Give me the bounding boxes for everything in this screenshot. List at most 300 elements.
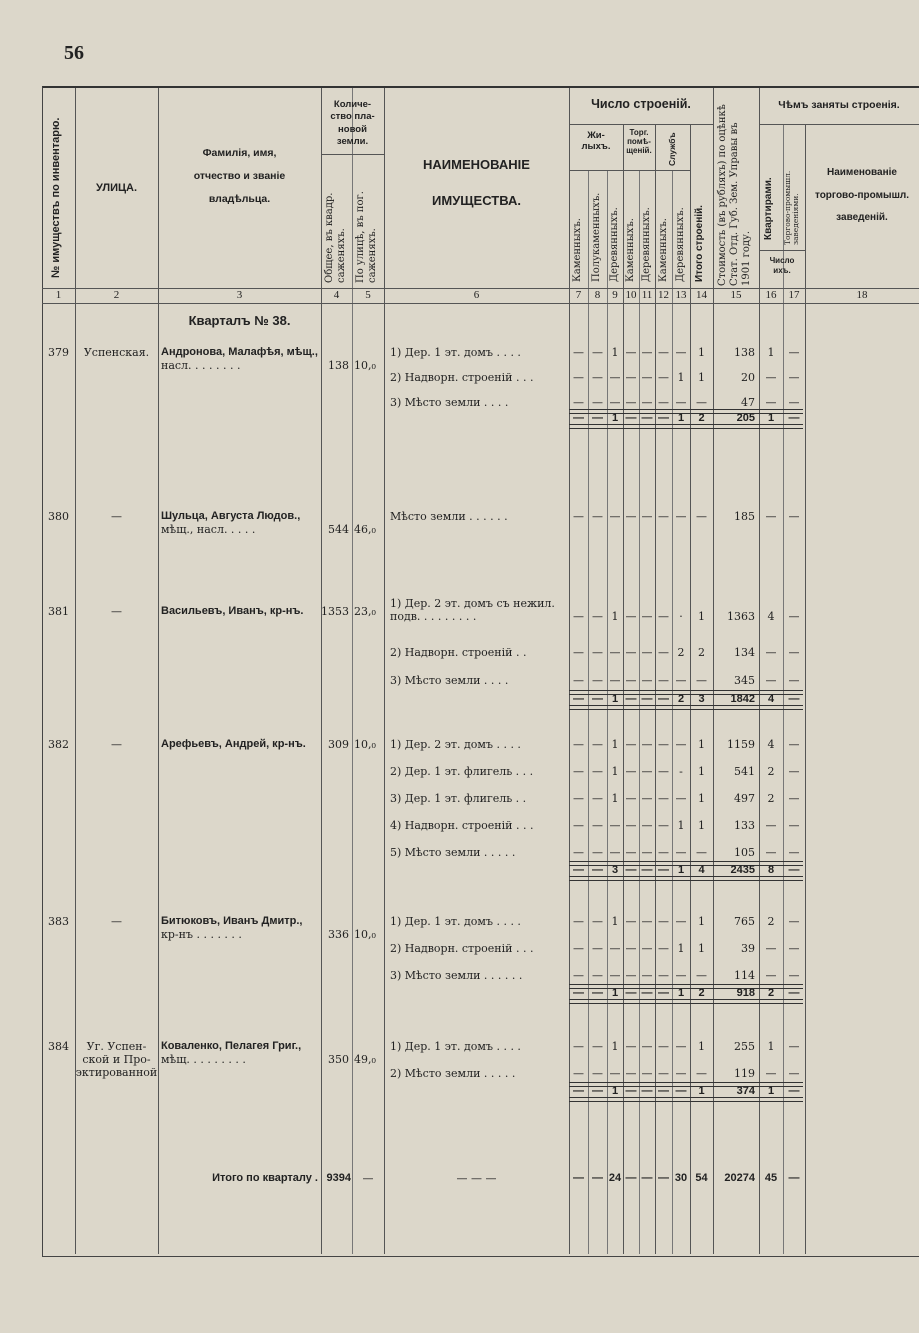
trade-cell: — <box>788 765 800 778</box>
count-cell: — <box>658 1067 669 1080</box>
count-cell: — <box>609 969 621 982</box>
count-cell: — <box>658 346 669 359</box>
count-cell: — <box>625 371 637 384</box>
frontage-cell: 10,₀ <box>354 928 376 941</box>
property-item: 2) Дер. 1 эт. флигель . . . <box>390 765 534 778</box>
street-name: эктированной <box>75 1066 158 1079</box>
count-cell: 1 <box>698 942 705 955</box>
count-cell: — <box>675 969 687 982</box>
apartments-cell: 2 <box>767 765 775 778</box>
count-cell-total: — <box>675 1085 687 1097</box>
count-cell: 2 <box>698 646 705 659</box>
column-number: 15 <box>730 289 742 301</box>
count-cell: — <box>696 674 707 687</box>
inventory-no: 379 <box>48 346 69 359</box>
street-name: — <box>111 510 122 523</box>
count-cell-total: — <box>573 1085 584 1097</box>
apartments-cell: 1 <box>767 346 775 359</box>
apartments-cell: — <box>765 510 777 523</box>
count-cell: — <box>658 396 669 409</box>
property-item: подв. . . . . . . . . <box>390 610 477 623</box>
header-area: Общее, въ квадр. саженяхъ. <box>324 192 347 283</box>
count-cell: — <box>609 1067 621 1080</box>
count-cell: — <box>696 1067 707 1080</box>
inventory-no: 381 <box>48 605 69 618</box>
header-owner: Фамилія, имя, отчество и званіе владѣльца. <box>193 147 286 206</box>
count-cell-total: — <box>573 412 584 424</box>
count-cell: — <box>625 915 637 928</box>
count-cell: — <box>641 646 653 659</box>
trade-cell: — <box>788 610 800 623</box>
property-item: 3) Дер. 1 эт. флигель . . <box>390 792 527 805</box>
count-cell: — <box>609 646 621 659</box>
trade-cell: — <box>788 846 800 859</box>
street-name: Успенская. <box>83 346 150 359</box>
cost-cell-total: 205 <box>736 412 755 424</box>
cost-cell: 134 <box>734 646 755 659</box>
count-cell: — <box>696 396 707 409</box>
count-cell: 1 <box>677 371 685 384</box>
count-cell: — <box>573 792 584 805</box>
count-cell: — <box>592 846 603 859</box>
property-item: 4) Надворн. строеній . . . <box>390 819 534 832</box>
header-service: Службъ <box>667 132 677 166</box>
count-cell: 1 <box>698 371 705 384</box>
cost-cell: 114 <box>734 969 755 982</box>
count-cell: - <box>679 765 683 778</box>
count-cell: — <box>573 765 584 778</box>
frontage-cell: 23,₀ <box>354 605 376 618</box>
trade-cell: — <box>788 371 800 384</box>
count-cell: — <box>592 1040 603 1053</box>
count-cell: 1 <box>611 738 619 751</box>
column-number: 8 <box>594 289 601 301</box>
trade-cell: — <box>788 915 800 928</box>
count-cell: — <box>625 646 637 659</box>
count-cell: — <box>592 765 603 778</box>
header-col14: Итого строеній. <box>694 205 705 282</box>
count-cell: — <box>573 738 584 751</box>
property-item: 2) Надворн. строеній . . . <box>390 371 534 384</box>
area-cell: 336 <box>328 928 349 941</box>
count-cell: — <box>625 674 637 687</box>
count-cell: — <box>675 346 687 359</box>
count-cell: — <box>573 610 584 623</box>
count-cell: — <box>625 846 637 859</box>
count-cell: 1 <box>611 610 619 623</box>
cost-cell: 1159 <box>727 738 755 751</box>
count-cell: — <box>592 792 603 805</box>
trade-cell: — <box>788 396 800 409</box>
count-cell: — <box>625 1040 637 1053</box>
count-cell: — <box>592 942 603 955</box>
count-cell: — <box>625 1067 637 1080</box>
area-cell: 350 <box>328 1053 349 1066</box>
count-cell: — <box>592 1067 603 1080</box>
column-number: 17 <box>788 289 800 301</box>
apartments-cell-total: 4 <box>767 693 775 705</box>
trade-cell: — <box>788 1040 800 1053</box>
count-cell-total: — <box>658 864 669 876</box>
header-rule <box>569 124 713 125</box>
count-cell: — <box>592 738 603 751</box>
count-cell: — <box>592 969 603 982</box>
count-cell-total: 1 <box>611 987 619 999</box>
owner-name: Арефьевъ, Андрей, кр-нъ. <box>161 738 306 750</box>
col-divider <box>321 88 322 1254</box>
grand-total-name: — — — <box>456 1172 497 1185</box>
count-cell: — <box>625 765 637 778</box>
column-number: 18 <box>856 289 868 301</box>
header-col17: Торгово-промышл. заведеніями. <box>783 170 801 245</box>
grand-total-front: — <box>362 1172 374 1185</box>
header-land-group: Количе- ство пла- новой земли. <box>330 99 375 148</box>
quarter-title: Кварталъ № 38. <box>188 313 291 328</box>
count-cell-total: — <box>625 987 637 999</box>
count-cell: 2 <box>677 646 685 659</box>
cost-cell: 345 <box>734 674 755 687</box>
count-cell: — <box>625 819 637 832</box>
header-inventory-no: № имуществъ по инвентарю. <box>50 117 62 278</box>
header-rule <box>321 154 384 155</box>
count-cell-grand: — <box>625 1172 637 1184</box>
street-name: — <box>111 738 122 751</box>
count-cell: — <box>592 510 603 523</box>
column-number: 1 <box>55 289 62 301</box>
count-cell: — <box>658 846 669 859</box>
count-cell: — <box>641 610 653 623</box>
count-cell: — <box>675 510 687 523</box>
column-number: 14 <box>696 289 707 301</box>
cost-cell: 138 <box>734 346 755 359</box>
area-cell: 309 <box>328 738 349 751</box>
count-cell-total: — <box>625 693 637 705</box>
count-cell: 1 <box>698 792 705 805</box>
count-cell: — <box>573 942 584 955</box>
count-cell: 1 <box>698 738 705 751</box>
area-cell: 138 <box>328 359 349 372</box>
apartments-cell: — <box>765 371 777 384</box>
column-number: 10 <box>625 289 637 301</box>
count-cell-total: — <box>573 693 584 705</box>
count-cell-grand: 54 <box>695 1172 708 1184</box>
column-number: 3 <box>236 289 243 301</box>
count-cell: 1 <box>698 346 705 359</box>
cost-cell: 185 <box>734 510 755 523</box>
cost-cell: 541 <box>734 765 755 778</box>
total-rule <box>569 705 803 710</box>
total-rule <box>569 1097 803 1102</box>
total-rule <box>569 876 803 881</box>
property-item: 1) Дер. 1 эт. домъ . . . . <box>390 915 521 928</box>
count-cell-grand: 24 <box>608 1172 622 1184</box>
street-name: ской и Про- <box>82 1053 151 1066</box>
count-cell: — <box>658 738 669 751</box>
owner-name: кр-нъ . . . . . . . <box>161 928 242 941</box>
trade-cell: — <box>788 819 800 832</box>
count-cell-total: 1 <box>611 693 619 705</box>
col-divider <box>158 88 159 1254</box>
count-cell: — <box>658 371 669 384</box>
apartments-cell: 4 <box>767 738 775 751</box>
count-cell-total: 1 <box>677 864 685 876</box>
property-item: 1) Дер. 1 эт. домъ . . . . <box>390 346 521 359</box>
column-number: 9 <box>612 289 618 301</box>
owner-name: Андронова, Малафѣя, мѣщ., <box>161 346 318 358</box>
count-cell: — <box>658 510 669 523</box>
apartments-cell: — <box>765 969 777 982</box>
count-cell-total: — <box>592 864 603 876</box>
property-item: 3) Мѣсто земли . . . . . . <box>390 969 523 982</box>
count-cell: — <box>675 1067 687 1080</box>
column-number: 13 <box>675 289 687 301</box>
count-cell: — <box>658 792 669 805</box>
cost-cell: 133 <box>734 819 755 832</box>
count-cell: — <box>641 792 653 805</box>
cost-cell: 255 <box>734 1040 755 1053</box>
trade-cell: — <box>788 969 800 982</box>
owner-name: мѣщ., насл. . . . . <box>161 523 256 536</box>
count-cell-total: — <box>625 1085 637 1097</box>
count-cell: 1 <box>611 765 619 778</box>
cost-cell: 119 <box>734 1067 755 1080</box>
count-cell-total: — <box>573 987 584 999</box>
owner-name: Коваленко, Пелагея Григ., <box>161 1040 302 1052</box>
count-cell-grand: — <box>573 1172 584 1184</box>
count-cell-total: — <box>641 693 653 705</box>
count-cell: — <box>641 819 653 832</box>
count-cell: — <box>675 738 687 751</box>
count-cell-total: 2 <box>698 412 705 424</box>
count-cell: — <box>641 765 653 778</box>
owner-name: Битюковъ, Иванъ Дмитр., <box>161 915 303 927</box>
header-count: Число ихъ. <box>769 256 795 275</box>
count-cell-total: 4 <box>698 864 705 876</box>
count-cell: — <box>625 969 637 982</box>
count-cell-total: 1 <box>677 412 685 424</box>
count-cell: — <box>658 819 669 832</box>
count-cell: — <box>625 346 637 359</box>
property-item: 5) Мѣсто земли . . . . . <box>390 846 516 859</box>
count-cell: 1 <box>698 765 705 778</box>
count-cell: 1 <box>611 346 619 359</box>
street-name: Уг. Успен- <box>86 1040 147 1053</box>
count-cell: 1 <box>611 915 619 928</box>
count-cell: — <box>658 942 669 955</box>
count-cell: — <box>573 371 584 384</box>
count-cell: — <box>592 819 603 832</box>
apartments-cell: — <box>765 646 777 659</box>
trade-cell-total: — <box>788 693 800 705</box>
property-item: 2) Мѣсто земли . . . . . <box>390 1067 516 1080</box>
trade-cell: — <box>788 346 800 359</box>
trade-cell: — <box>788 1067 800 1080</box>
count-cell: — <box>573 969 584 982</box>
count-cell: — <box>641 396 653 409</box>
property-item: 3) Мѣсто земли . . . . <box>390 674 509 687</box>
trade-cell: — <box>788 792 800 805</box>
count-cell: — <box>658 674 669 687</box>
trade-cell: — <box>788 942 800 955</box>
property-item: 3) Мѣсто земли . . . . <box>390 396 509 409</box>
col-divider <box>75 88 76 1254</box>
owner-name: Васильевъ, Иванъ, кр-нъ. <box>161 605 304 617</box>
cost-cell-total: 374 <box>736 1085 755 1097</box>
column-number: 16 <box>765 289 777 301</box>
cost-cell: 497 <box>734 792 755 805</box>
count-cell: — <box>573 510 584 523</box>
column-number: 7 <box>575 289 582 301</box>
col-divider <box>352 88 353 1254</box>
count-cell: — <box>658 1040 669 1053</box>
count-cell: — <box>609 819 621 832</box>
count-cell: — <box>609 674 621 687</box>
count-cell: — <box>641 1040 653 1053</box>
count-cell: — <box>675 915 687 928</box>
count-cell: — <box>641 674 653 687</box>
total-rule <box>569 999 803 1004</box>
grand-total-area: 9394 <box>326 1172 351 1184</box>
apartments-cell-total: 8 <box>767 864 775 876</box>
count-cell: — <box>573 819 584 832</box>
header-col10: Каменныхъ. <box>625 218 636 282</box>
trade-cell-total: — <box>788 1085 800 1097</box>
count-cell: — <box>609 846 621 859</box>
count-cell-total: — <box>641 412 653 424</box>
column-number: 6 <box>473 289 480 301</box>
apartments-cell: — <box>765 942 777 955</box>
count-cell-total: — <box>658 693 669 705</box>
count-cell: · <box>679 610 683 623</box>
apartments-cell: — <box>765 819 777 832</box>
count-cell: — <box>592 396 603 409</box>
apartments-cell: — <box>765 846 777 859</box>
count-cell: — <box>573 846 584 859</box>
inventory-no: 382 <box>48 738 69 751</box>
count-cell: 1 <box>611 792 619 805</box>
count-cell-grand: — <box>592 1172 603 1184</box>
cost-cell-total: 918 <box>736 987 755 999</box>
count-cell: — <box>658 969 669 982</box>
count-cell-total: 3 <box>698 693 705 705</box>
count-cell: — <box>625 610 637 623</box>
count-cell: — <box>675 674 687 687</box>
count-cell: — <box>696 969 707 982</box>
header-occupied-group: Чѣмъ заняты строенія. <box>778 99 900 111</box>
count-cell-total: — <box>641 864 653 876</box>
grand-total-label: Итого по кварталу . <box>212 1172 318 1184</box>
count-cell: — <box>625 738 637 751</box>
count-cell-grand: — <box>658 1172 669 1184</box>
property-item: 2) Надворн. строеній . . . <box>390 942 534 955</box>
property-item: 2) Надворн. строеній . . <box>390 646 527 659</box>
property-item: 1) Дер. 2 эт. домъ съ нежил. <box>390 597 555 610</box>
street-name: — <box>111 915 122 928</box>
count-cell: — <box>592 346 603 359</box>
header-buildings-group: Число строеній. <box>591 97 691 111</box>
inventory-no: 384 <box>48 1040 69 1053</box>
count-cell: — <box>592 674 603 687</box>
count-cell: — <box>696 846 707 859</box>
header-col9: Деревянныхъ. <box>609 207 620 282</box>
apartments-cell: — <box>765 1067 777 1080</box>
count-cell: — <box>641 371 653 384</box>
apartments-cell-total: 1 <box>767 412 775 424</box>
apartments-cell: — <box>765 396 777 409</box>
inventory-no: 383 <box>48 915 69 928</box>
header-street: УЛИЦА. <box>95 182 138 194</box>
cost-cell: 1363 <box>727 610 755 623</box>
header-col13: Деревянныхъ. <box>675 207 686 282</box>
count-cell: — <box>675 846 687 859</box>
owner-name: мѣщ. . . . . . . . . <box>161 1053 246 1066</box>
cost-cell: 105 <box>734 846 755 859</box>
frontage-cell: 46,₀ <box>354 523 376 536</box>
count-cell-total: 3 <box>611 864 619 876</box>
header-col8: Полукаменныхъ. <box>591 192 602 282</box>
count-cell: — <box>592 915 603 928</box>
col-divider <box>384 88 385 1254</box>
header-frontage: По улицѣ, въ пог. саженяхъ. <box>355 191 378 283</box>
header-col15: Стоимость (въ рубляхъ) по оцѣнкѣ Стат. Отд. Губ. Зем. Управы въ 1901 году. <box>717 104 753 286</box>
property-item: Мѣсто земли . . . . . . <box>390 510 508 523</box>
count-cell-total: 2 <box>677 693 685 705</box>
count-cell-total: — <box>592 1085 603 1097</box>
apartments-cell-total: 1 <box>767 1085 775 1097</box>
count-cell-total: — <box>641 1085 653 1097</box>
count-cell-total: 1 <box>677 987 685 999</box>
count-cell: — <box>658 765 669 778</box>
count-cell-total: 1 <box>611 412 619 424</box>
count-cell: — <box>573 1067 584 1080</box>
count-cell: — <box>573 915 584 928</box>
count-cell: — <box>641 346 653 359</box>
count-cell: — <box>658 610 669 623</box>
count-cell: 1 <box>698 819 705 832</box>
column-number: 12 <box>658 289 669 301</box>
header-col12: Каменныхъ. <box>658 218 669 282</box>
count-cell: 1 <box>698 915 705 928</box>
count-cell-total: — <box>658 412 669 424</box>
count-cell: — <box>658 915 669 928</box>
count-cell-total: — <box>625 412 637 424</box>
cost-cell: 47 <box>741 396 755 409</box>
count-cell: — <box>625 942 637 955</box>
count-cell: 1 <box>611 1040 619 1053</box>
count-cell: 1 <box>677 942 685 955</box>
count-cell: — <box>625 792 637 805</box>
count-cell-grand: — <box>641 1172 653 1184</box>
column-number: 11 <box>641 289 653 301</box>
count-cell: — <box>625 396 637 409</box>
count-cell: — <box>641 1067 653 1080</box>
header-rule <box>759 124 919 125</box>
header-rule <box>569 170 690 171</box>
header-rule <box>759 250 805 251</box>
header-trade: Торг. помѣ- щеній. <box>626 128 652 156</box>
trade-cell: — <box>788 510 800 523</box>
trade-cell: — <box>788 674 800 687</box>
count-cell-total: 1 <box>611 1085 619 1097</box>
trade-cell: — <box>788 646 800 659</box>
count-cell-grand: 30 <box>674 1172 688 1184</box>
count-cell: — <box>641 738 653 751</box>
cost-cell: 765 <box>734 915 755 928</box>
apartments-cell: 1 <box>767 1040 775 1053</box>
cost-cell-total: 2435 <box>730 864 755 876</box>
count-cell: — <box>641 942 653 955</box>
count-cell: — <box>573 646 584 659</box>
